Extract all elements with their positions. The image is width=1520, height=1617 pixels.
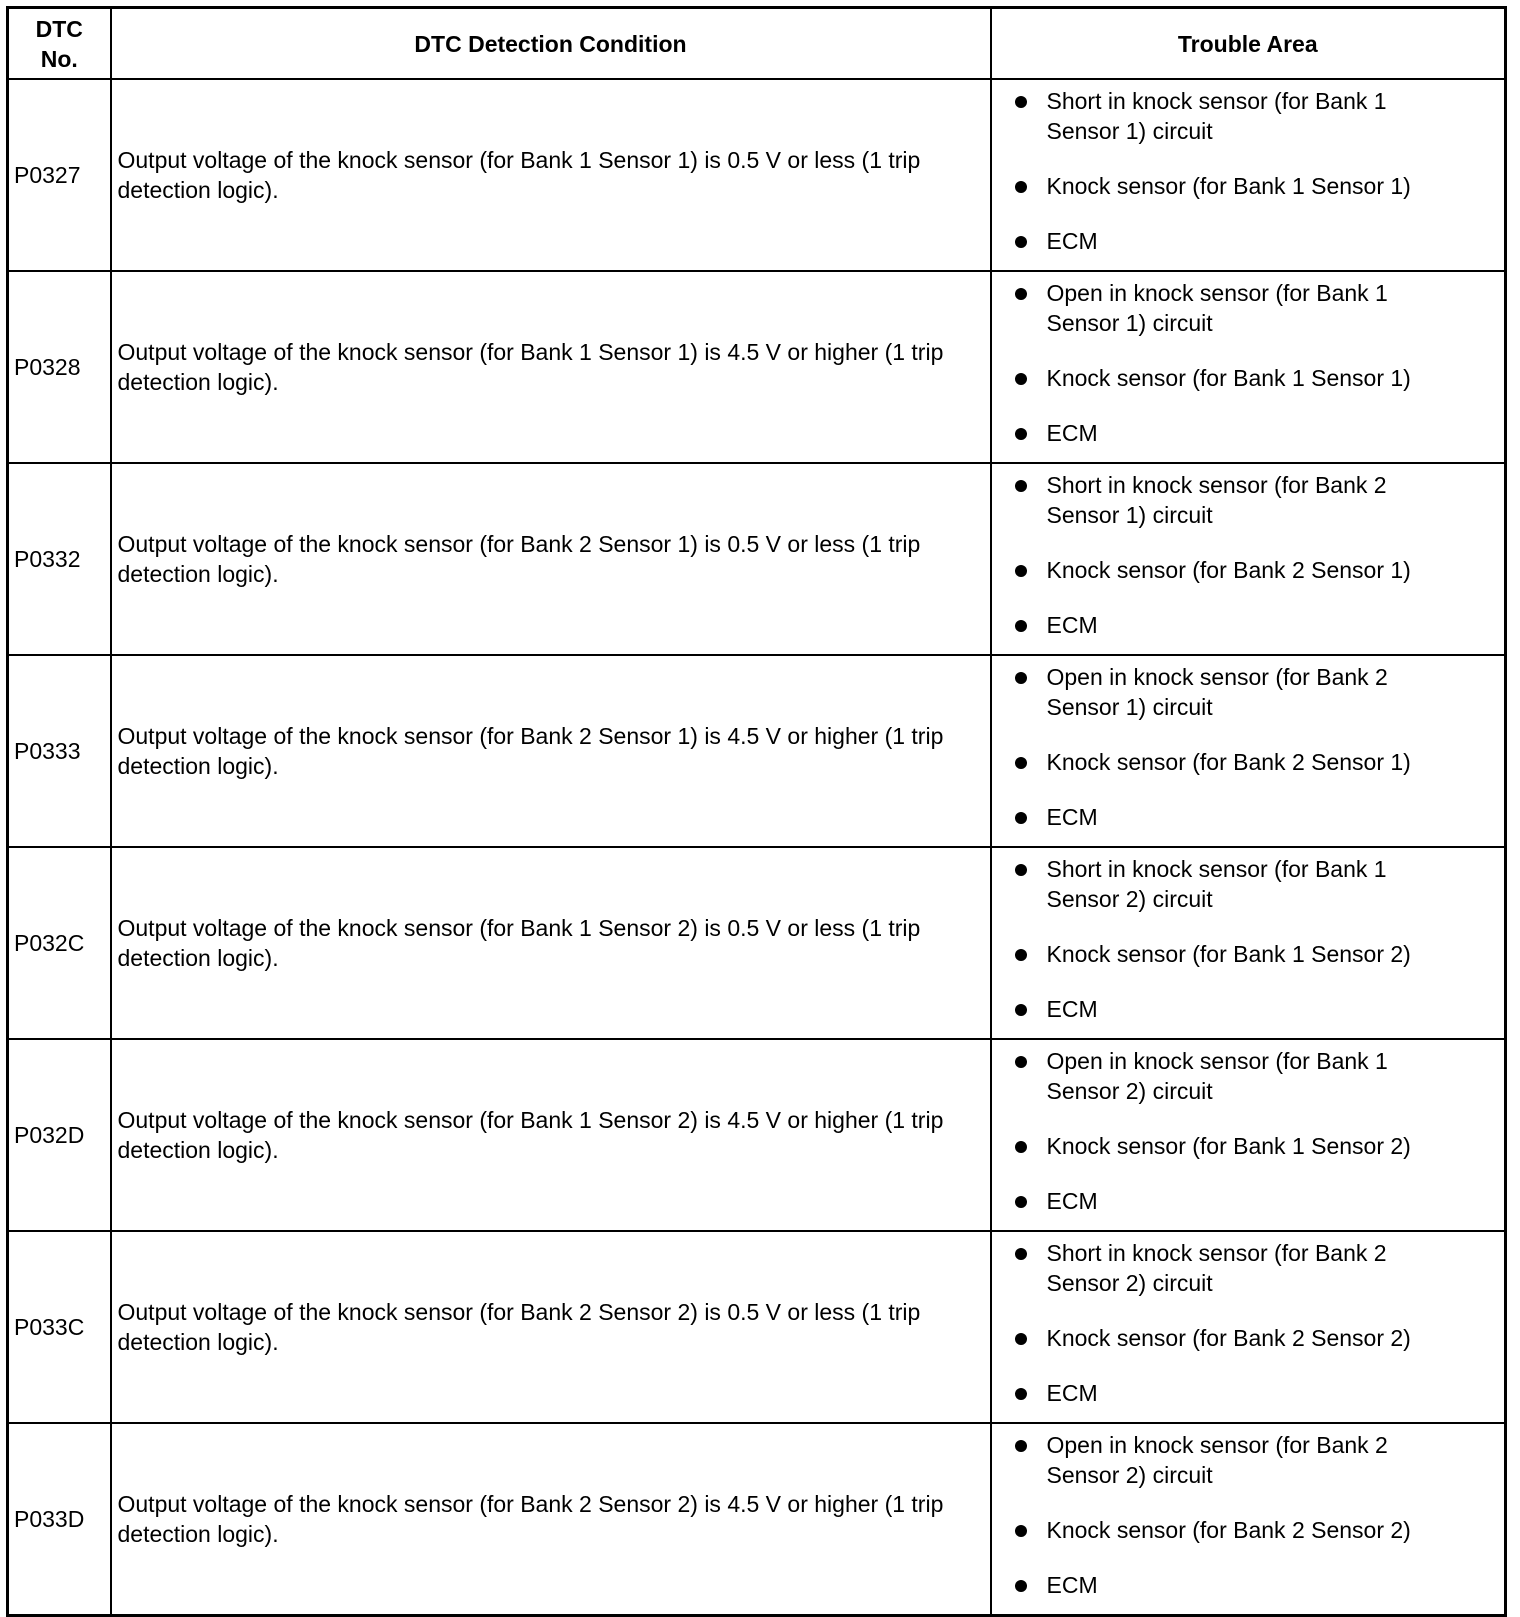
table-row — [8, 463, 1506, 655]
table-row — [8, 1231, 1506, 1423]
detection-condition: Output voltage of the knock sensor (for Bank 2 Sensor 2) is 4.5 V or higher (1 trip detection logic). — [111, 1423, 991, 1616]
header-row — [8, 8, 1506, 80]
trouble-area-text: Knock sensor (for Bank 2 Sensor 2) — [1046, 1325, 1411, 1351]
detection-condition: Output voltage of the knock sensor (for Bank 2 Sensor 1) is 0.5 V or less (1 trip detection logic). — [111, 463, 991, 655]
bullet-icon — [1015, 1248, 1027, 1260]
table-row — [8, 1423, 1506, 1616]
detection-condition: Output voltage of the knock sensor (for Bank 1 Sensor 2) is 0.5 V or less (1 trip detection logic). — [111, 847, 991, 1039]
trouble-area-text: ECM — [1046, 228, 1098, 254]
trouble-area-text: ECM — [1046, 1380, 1098, 1406]
trouble-area-item — [1014, 662, 1427, 722]
trouble-area-text: ECM — [1046, 996, 1098, 1022]
bullet-icon — [1015, 565, 1027, 577]
dtc-code: P033C — [8, 1231, 111, 1423]
trouble-area-item — [1014, 994, 1427, 1024]
trouble-area-text: Knock sensor (for Bank 1 Sensor 1) — [1046, 173, 1411, 199]
trouble-area-item — [1014, 278, 1427, 338]
bullet-icon — [1015, 1580, 1027, 1592]
dtc-code: P0327 — [8, 79, 111, 271]
detection-condition: Output voltage of the knock sensor (for Bank 2 Sensor 2) is 0.5 V or less (1 trip detection logic). — [111, 1231, 991, 1423]
trouble-area-text: Knock sensor (for Bank 2 Sensor 2) — [1046, 1517, 1411, 1543]
trouble-area-text: Open in knock sensor (for Bank 2 Sensor 1) circuit — [1046, 664, 1388, 720]
header-condition: DTC Detection Condition — [111, 8, 991, 80]
bullet-icon — [1015, 236, 1027, 248]
bullet-icon — [1015, 428, 1027, 440]
bullet-icon — [1015, 949, 1027, 961]
header-dtc-no — [8, 8, 111, 80]
trouble-area-item — [1014, 1570, 1427, 1600]
bullet-icon — [1015, 1388, 1027, 1400]
table-header — [8, 8, 1506, 80]
table-row — [8, 655, 1506, 847]
trouble-area-text: ECM — [1046, 804, 1098, 830]
trouble-area-item — [1014, 555, 1427, 585]
trouble-area-item — [1014, 1046, 1427, 1106]
table-body — [8, 79, 1506, 1616]
trouble-area-text: Knock sensor (for Bank 2 Sensor 1) — [1046, 557, 1411, 583]
trouble-area-text: Open in knock sensor (for Bank 1 Sensor 2) circuit — [1046, 1048, 1388, 1104]
trouble-area-text: Knock sensor (for Bank 1 Sensor 1) — [1046, 365, 1411, 391]
trouble-area-item — [1014, 86, 1427, 146]
bullet-icon — [1015, 181, 1027, 193]
trouble-area-item — [1014, 1430, 1427, 1490]
bullet-icon — [1015, 1196, 1027, 1208]
trouble-area-list — [1014, 1430, 1501, 1600]
detection-condition: Output voltage of the knock sensor (for Bank 1 Sensor 1) is 4.5 V or higher (1 trip detection logic). — [111, 271, 991, 463]
bullet-icon — [1015, 480, 1027, 492]
header-trouble-area: Trouble Area — [991, 8, 1506, 80]
dtc-code: P033D — [8, 1423, 111, 1616]
trouble-area-item — [1014, 610, 1427, 640]
trouble-area-item — [1014, 1131, 1427, 1161]
header-dtc-no-text: DTC No. — [35, 15, 83, 72]
trouble-area-text: Short in knock sensor (for Bank 1 Sensor 2) circuit — [1046, 856, 1387, 912]
bullet-icon — [1015, 812, 1027, 824]
trouble-area-item — [1014, 1186, 1427, 1216]
trouble-area-item — [1014, 939, 1427, 969]
dtc-code: P032C — [8, 847, 111, 1039]
trouble-area-cell — [991, 1231, 1506, 1423]
bullet-icon — [1015, 1141, 1027, 1153]
trouble-area-item — [1014, 1238, 1427, 1298]
bullet-icon — [1015, 1056, 1027, 1068]
trouble-area-list — [1014, 854, 1501, 1024]
bullet-icon — [1015, 864, 1027, 876]
bullet-icon — [1015, 96, 1027, 108]
bullet-icon — [1015, 672, 1027, 684]
dtc-code: P032D — [8, 1039, 111, 1231]
bullet-icon — [1015, 288, 1027, 300]
trouble-area-list — [1014, 86, 1501, 256]
trouble-area-item — [1014, 363, 1427, 393]
detection-condition: Output voltage of the knock sensor (for Bank 1 Sensor 1) is 0.5 V or less (1 trip detection logic). — [111, 79, 991, 271]
bullet-icon — [1015, 1440, 1027, 1452]
trouble-area-item — [1014, 470, 1427, 530]
trouble-area-cell — [991, 847, 1506, 1039]
trouble-area-cell — [991, 463, 1506, 655]
trouble-area-item — [1014, 1378, 1427, 1408]
trouble-area-cell — [991, 79, 1506, 271]
trouble-area-cell — [991, 271, 1506, 463]
dtc-code: P0333 — [8, 655, 111, 847]
bullet-icon — [1015, 620, 1027, 632]
trouble-area-text: Short in knock sensor (for Bank 1 Sensor 1) circuit — [1046, 88, 1387, 144]
trouble-area-list — [1014, 278, 1501, 448]
trouble-area-text: ECM — [1046, 1572, 1098, 1598]
trouble-area-item — [1014, 747, 1427, 777]
trouble-area-cell — [991, 655, 1506, 847]
detection-condition: Output voltage of the knock sensor (for Bank 1 Sensor 2) is 4.5 V or higher (1 trip detection logic). — [111, 1039, 991, 1231]
trouble-area-text: Short in knock sensor (for Bank 2 Sensor 2) circuit — [1046, 1240, 1387, 1296]
trouble-area-text: Open in knock sensor (for Bank 1 Sensor 1) circuit — [1046, 280, 1388, 336]
trouble-area-text: Short in knock sensor (for Bank 2 Sensor 1) circuit — [1046, 472, 1387, 528]
bullet-icon — [1015, 373, 1027, 385]
trouble-area-item — [1014, 854, 1427, 914]
trouble-area-item — [1014, 418, 1427, 448]
trouble-area-text: Knock sensor (for Bank 2 Sensor 1) — [1046, 749, 1411, 775]
trouble-area-text: Knock sensor (for Bank 1 Sensor 2) — [1046, 1133, 1411, 1159]
bullet-icon — [1015, 1004, 1027, 1016]
trouble-area-item — [1014, 226, 1427, 256]
table-row — [8, 1039, 1506, 1231]
trouble-area-text: ECM — [1046, 420, 1098, 446]
trouble-area-list — [1014, 1238, 1501, 1408]
trouble-area-item — [1014, 171, 1427, 201]
bullet-icon — [1015, 1525, 1027, 1537]
trouble-area-text: Open in knock sensor (for Bank 2 Sensor 2) circuit — [1046, 1432, 1388, 1488]
bullet-icon — [1015, 757, 1027, 769]
trouble-area-cell — [991, 1423, 1506, 1616]
trouble-area-cell — [991, 1039, 1506, 1231]
trouble-area-text: ECM — [1046, 612, 1098, 638]
trouble-area-list — [1014, 1046, 1501, 1216]
trouble-area-text: Knock sensor (for Bank 1 Sensor 2) — [1046, 941, 1411, 967]
dtc-table — [6, 6, 1507, 1617]
trouble-area-item — [1014, 1515, 1427, 1545]
dtc-code: P0332 — [8, 463, 111, 655]
trouble-area-list — [1014, 662, 1501, 832]
trouble-area-item — [1014, 802, 1427, 832]
table-row — [8, 79, 1506, 271]
dtc-code: P0328 — [8, 271, 111, 463]
bullet-icon — [1015, 1333, 1027, 1345]
trouble-area-text: ECM — [1046, 1188, 1098, 1214]
table-row — [8, 271, 1506, 463]
detection-condition: Output voltage of the knock sensor (for Bank 2 Sensor 1) is 4.5 V or higher (1 trip detection logic). — [111, 655, 991, 847]
table-row — [8, 847, 1506, 1039]
trouble-area-item — [1014, 1323, 1427, 1353]
trouble-area-list — [1014, 470, 1501, 640]
